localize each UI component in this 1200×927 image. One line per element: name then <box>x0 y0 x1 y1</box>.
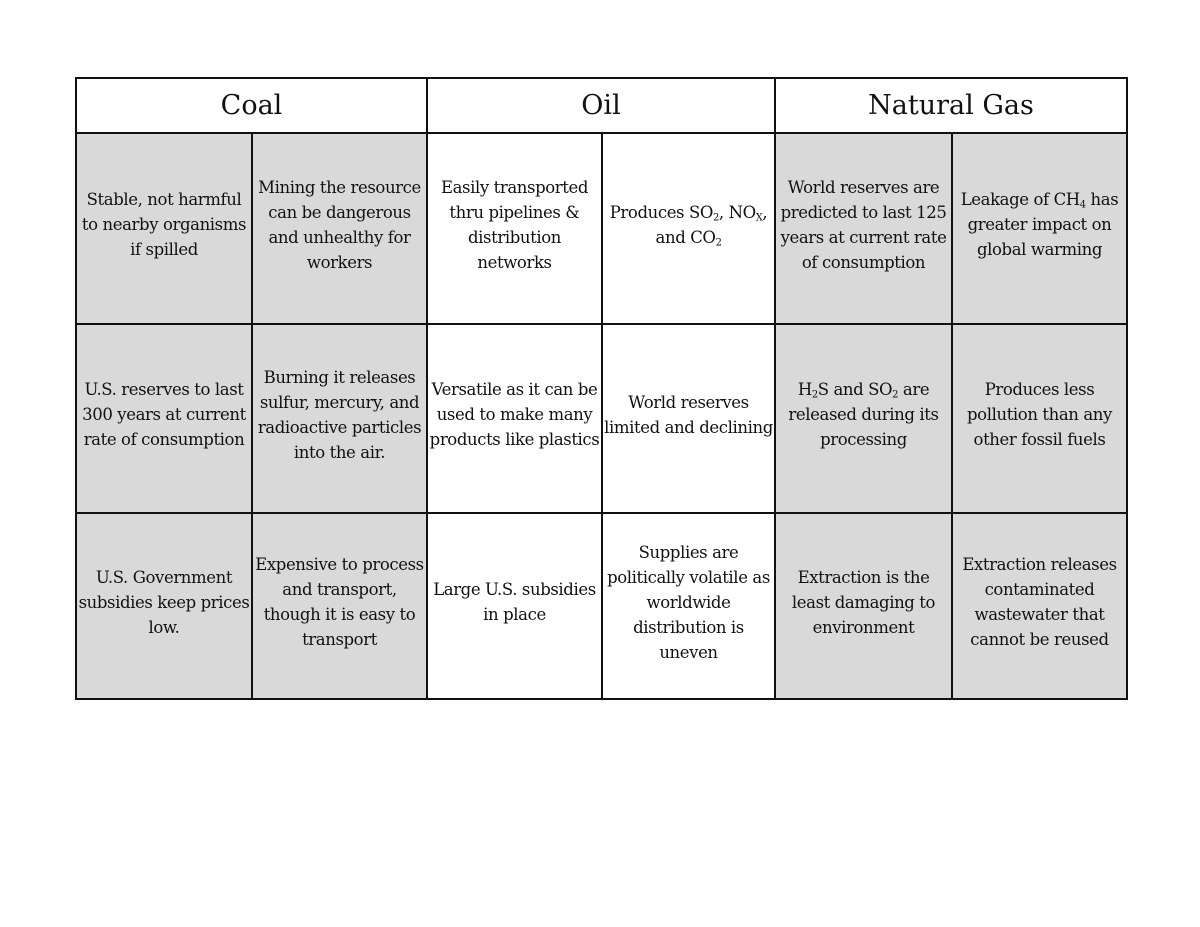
table-cell <box>427 513 602 699</box>
cell-text: World reserves are predicted to last 125 years at current rate of consumption <box>780 177 947 272</box>
table-cell <box>602 133 775 324</box>
text-run: H <box>797 380 812 399</box>
table-cell <box>427 324 602 513</box>
text-run: are released during its processing <box>788 380 939 449</box>
table-row <box>76 133 1127 324</box>
cell-text <box>776 377 951 460</box>
subscript: X <box>755 211 763 223</box>
header-oil: Oil <box>427 78 775 133</box>
table-cell <box>775 324 952 513</box>
fossil-fuel-comparison-table <box>75 77 1128 700</box>
table-cell <box>76 324 252 513</box>
text-run: Produces SO <box>609 202 713 222</box>
cell-text: Supplies are politically volatile as worldwide distribution is uneven <box>607 542 770 662</box>
text-run: has greater impact on global warming <box>967 190 1119 259</box>
subscript: 2 <box>811 389 818 401</box>
cell-text: Burning it releases sulfur, mercury, and radioactive particles into the air. <box>257 367 422 462</box>
table-row <box>76 324 1127 513</box>
cell-text: Produces less pollution than any other fossil fuels <box>967 380 1112 449</box>
header-row <box>76 78 1127 133</box>
table-cell <box>775 133 952 324</box>
table-cell <box>602 324 775 513</box>
subscript: 2 <box>713 211 719 223</box>
cell-text: Stable, not harmful to nearby organisms if spilled <box>81 190 247 259</box>
cell-text: Versatile as it can be used to make many products like plastics <box>429 380 600 449</box>
cell-text: Large U.S. subsidies in place <box>433 580 596 624</box>
table-cell <box>252 324 427 513</box>
table-cell <box>952 513 1127 699</box>
cell-text: Mining the resource can be dangerous and unhealthy for workers <box>258 177 421 272</box>
table-cell <box>76 133 252 324</box>
cell-text: Extraction releases contaminated wastewater that cannot be reused <box>962 555 1117 649</box>
table-cell <box>252 133 427 324</box>
cell-text: Expensive to process and transport, though it is easy to transport <box>255 555 424 649</box>
header-coal: Coal <box>76 78 427 133</box>
cell-text: U.S. reserves to last 300 years at current rate of consumption <box>82 380 246 449</box>
comparison-sheet <box>75 77 1126 698</box>
text-run: , NO <box>718 202 756 222</box>
cell-text: World reserves limited and declining <box>604 392 773 437</box>
text-run: Leakage of CH <box>960 190 1080 209</box>
subscript: 4 <box>1079 199 1086 211</box>
cell-text <box>603 200 774 258</box>
table-row <box>76 513 1127 699</box>
table-cell <box>252 513 427 699</box>
table-cell <box>76 513 252 699</box>
text-run: , and CO <box>655 202 768 247</box>
table-cell <box>427 133 602 324</box>
cell-text: U.S. Government subsidies keep prices low. <box>78 567 250 637</box>
cell-text: Extraction is the least damaging to environment <box>791 567 936 637</box>
cell-text <box>953 187 1126 270</box>
text-run: S and SO <box>817 380 893 399</box>
table-cell <box>952 324 1127 513</box>
cell-text: Easily transported thru pipelines & distribution networks <box>440 177 589 272</box>
header-natural-gas: Natural Gas <box>775 78 1127 133</box>
table-cell <box>952 133 1127 324</box>
subscript: 2 <box>892 389 899 401</box>
subscript: 2 <box>715 236 722 248</box>
table-cell <box>602 513 775 699</box>
table-cell <box>775 513 952 699</box>
